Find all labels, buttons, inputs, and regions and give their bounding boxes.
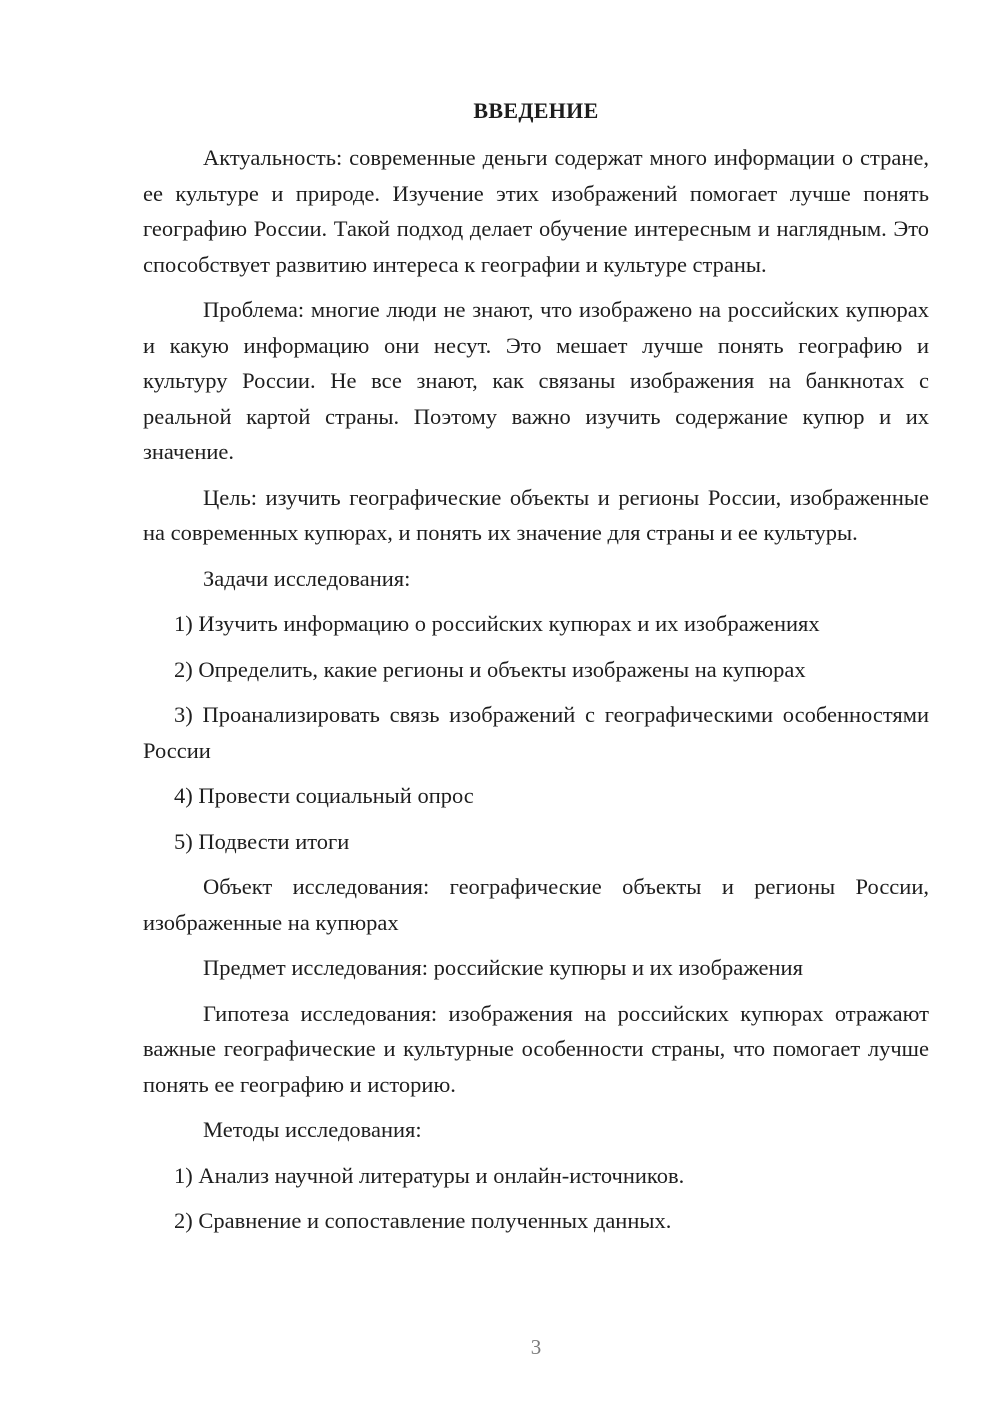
task-item: 1) Изучить информацию о российских купюрах и их изображениях [174,611,820,636]
tasks-heading: Задачи исследования: [203,565,411,591]
page-number: 3 [530,1335,542,1359]
goal-paragraph: Цель: изучить географические объекты и регионы России, изображенные на современных купюрах, и понять их значение для страны и ее культуры. [143,484,929,545]
subject-paragraph: Предмет исследования: российские купюры и их изображения [203,955,803,980]
relevance-paragraph: Актуальность: современные деньги содержат много информации о стране, ее культуре и природе. Изучение этих изображений помогает лучше понять географию России. Такой подход делает обучение интересным и наглядным. Это способствует развитию интереса к географии и культуре страны. [143,145,929,277]
task-item: 3) Проанализировать связь изображений с географическими особенностями России [143,702,929,763]
task-item: 4) Провести социальный опрос [174,783,474,808]
object-paragraph: Объект исследования: географические объекты и регионы России, изображенные на купюрах [143,874,929,935]
task-item: 2) Определить, какие регионы и объекты изображены на купюрах [174,656,806,682]
method-item: 1) Анализ научной литературы и онлайн-источников. [174,1162,685,1188]
page-content [143,96,929,1249]
methods-heading: Методы исследования: [203,1117,422,1142]
hypothesis-paragraph: Гипотеза исследования: изображения на российских купюрах отражают важные географические и культурные особенности страны, что помогает лучше понять ее географию и историю. [143,1000,929,1097]
section-title: ВВЕДЕНИЕ [473,98,599,123]
method-item: 2) Сравнение и сопоставление полученных данных. [174,1208,672,1233]
task-item: 5) Подвести итоги [174,828,350,854]
problem-paragraph: Проблема: многие люди не знают, что изображено на российских купюрах и какую информацию они несут. Это мешает лучше понять географию и культуру России. Не все знают, как связаны изображения на банкнотах с реальной картой страны. Поэтому важно изучить содержание купюр и их значение. [143,297,929,464]
